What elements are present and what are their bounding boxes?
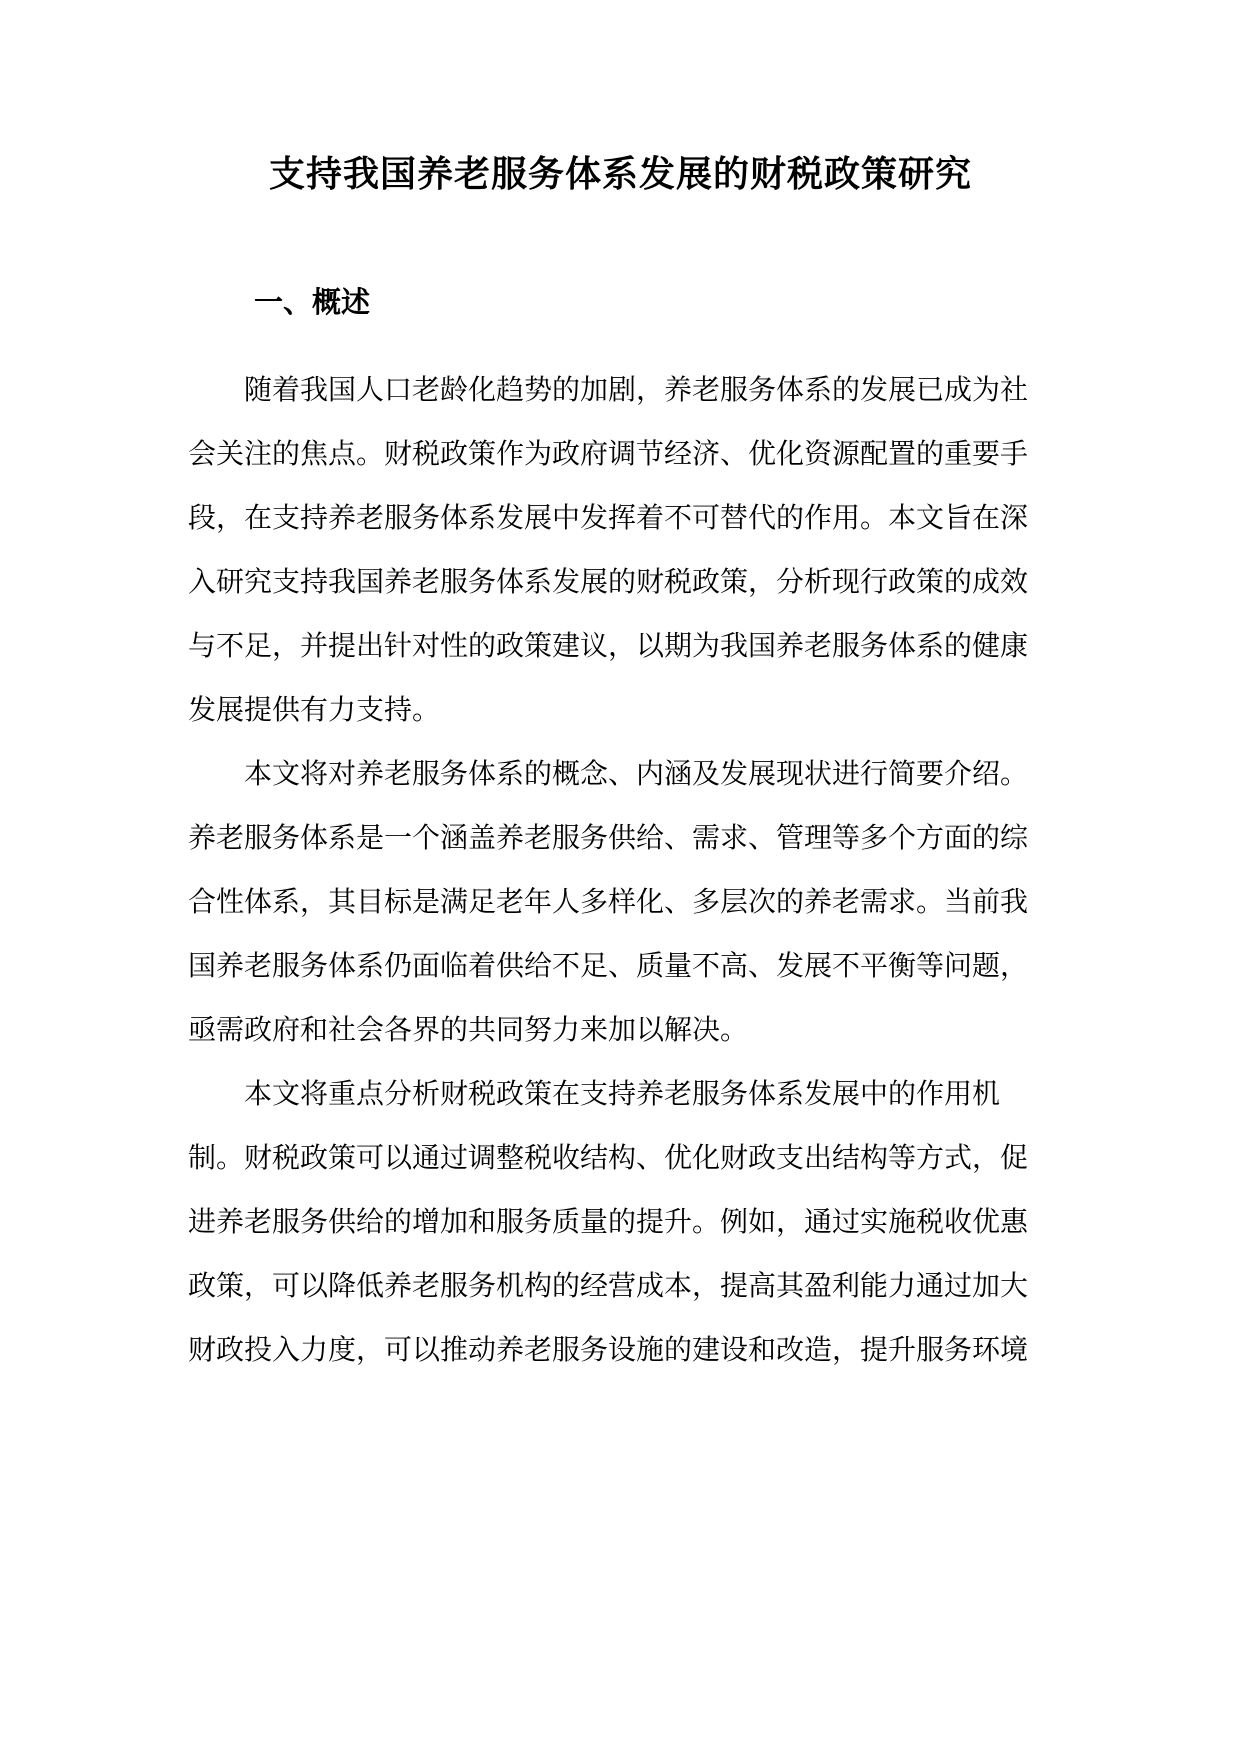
document-title: 支持我国养老服务体系发展的财税政策研究 [268, 153, 972, 195]
paragraph-2 [188, 742, 1060, 1062]
paragraph-line: 本文将对养老服务体系的概念、内涵及发展现状进行简要介绍。 [244, 757, 1029, 790]
paragraph-line: 本文将重点分析财税政策在支持养老服务体系发展中的作用机 [244, 1077, 1001, 1110]
paragraph-line: 会关注的焦点。财税政策作为政府调节经济、优化资源配置的重要手 [188, 437, 1029, 470]
paragraph-line: 随着我国人口老龄化趋势的加剧，养老服务体系的发展已成为社 [244, 373, 1029, 406]
paragraph-line: 合性体系，其目标是满足老年人多样化、多层次的养老需求。当前我 [188, 885, 1029, 918]
body-text [188, 358, 1060, 1382]
paragraph-line: 段，在支持养老服务体系发展中发挥着不可替代的作用。本文旨在深 [188, 501, 1029, 534]
paragraph-line: 财政投入力度，可以推动养老服务设施的建设和改造，提升服务环境 [188, 1333, 1029, 1366]
paragraph-3 [188, 1062, 1060, 1382]
paragraph-line: 与不足，并提出针对性的政策建议，以期为我国养老服务体系的健康 [188, 629, 1029, 662]
paragraph-line: 政策，可以降低养老服务机构的经营成本，提高其盈利能力通过加大 [188, 1269, 1029, 1302]
paragraph-line: 制。财税政策可以通过调整税收结构、优化财政支出结构等方式，促 [188, 1141, 1029, 1174]
section-heading: 一、概述 [254, 285, 371, 319]
paragraph-line: 国养老服务体系仍面临着供给不足、质量不高、发展不平衡等问题， [188, 949, 1029, 982]
paragraph-line: 亟需政府和社会各界的共同努力来加以解决。 [188, 1013, 749, 1046]
paragraph-line: 入研究支持我国养老服务体系发展的财税政策，分析现行政策的成效 [188, 565, 1029, 598]
paragraph-1 [188, 358, 1060, 742]
paragraph-line: 养老服务体系是一个涵盖养老服务供给、需求、管理等多个方面的综 [188, 821, 1029, 854]
paragraph-line: 进养老服务供给的增加和服务质量的提升。例如，通过实施税收优惠 [188, 1205, 1029, 1238]
paragraph-line: 发展提供有力支持。 [188, 693, 441, 726]
